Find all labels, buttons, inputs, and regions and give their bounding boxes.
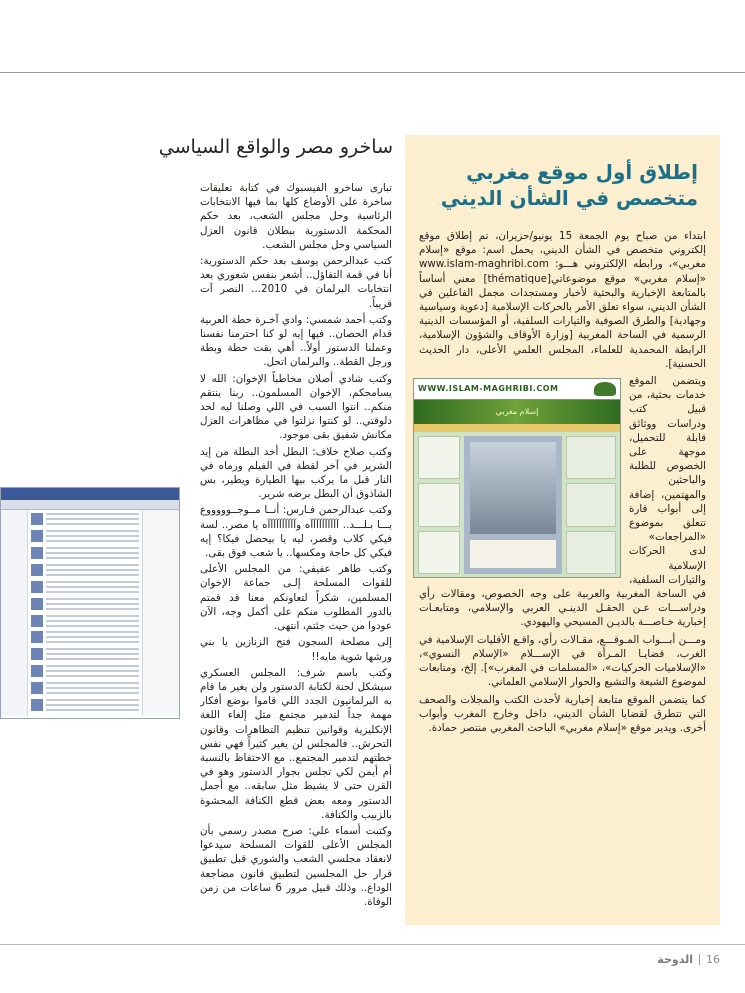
page-footer xyxy=(600,953,720,966)
website-screenshot xyxy=(413,378,621,578)
site-logo-icon xyxy=(594,382,616,396)
facebook-top-bar xyxy=(1,488,179,500)
facebook-layout xyxy=(1,510,179,716)
facebook-post xyxy=(31,547,139,561)
screenshot-caption xyxy=(470,540,556,568)
article-paragraph: وكتب شادي أصلان مخاطباً الإخوان: الله لا يسامحكم، الإخوان المسلمون.. ربنا ينتقم منكم.. انتوا السبب في اللي وصلنا ليه لحد دلوقتي.. لو كنتوا نزلتوا في مظاهرات العزل مكانش شفيق بقى موجود. xyxy=(200,372,392,442)
facebook-post xyxy=(31,648,139,662)
facebook-post xyxy=(31,615,139,629)
screenshot-url: WWW.ISLAM-MAGHRIBI.COM xyxy=(418,383,559,393)
site-url: www.islam-maghribi.com xyxy=(419,258,549,271)
facebook-post xyxy=(31,513,139,527)
sidebar-text: ابتداء من صباح يوم الجمعة 15 يونيو/حزيران، تم إطلاق موقع إلكتروني متخصص في الشأن الديني، يحمل اسم: موقع «إسلام مغربي»، ورابطه الإلكتروني هـــو: xyxy=(419,230,706,271)
sidebar-paragraph-1 xyxy=(419,229,706,371)
sidebar-paragraph-4: كما يتضمن الموقع متابعة إخبارية لأحدث الكتب والمجلات والصحف التي تتطرق لقضايا الشأن الديني، داخل وخارج المغرب وأبواب أخرى. ويدير موقع «إسلام مغربي» الباحث المغربي منتصر حمادة. xyxy=(419,693,706,734)
sidebar-paragraph-2: ويتضمن الموقع خدمات بحثية، من قبيل كتب ودراسات ووثائق قابلة للتحميل، موجهة على الخصوص للطلبة والباحثين والمهتمين، إضافة إلى أبواب قارة تتعلق بموضوع «المراجعات» لدى الحركات الإسلامية والتيارات السلفية، في الساحة المغربية والعربية على وجه الخصوص، ومقالات رأي ودراســـات عـن الحقـل الدينـي العربي والإسلامي، ومتابعـات إخبارية خـاصـــة بالديـن المسيحي واليهودي. xyxy=(419,375,706,629)
magazine-brand: الدوحة xyxy=(657,953,693,966)
sidebar-text: «إسلام مغربي» موقع موضوعاتي xyxy=(551,272,706,285)
article-paragraph: تبارى ساخرو الفيسبوك في كتابة تعليقات ساخرة على الأوضاع كلها بما فيها الانتخابات الرئاسية وحل مجلس الشعب، بعد حكم المحكمة الدستورية ببطلان قانون العزل السياسي وحل مجلس الشعب. xyxy=(200,182,392,251)
article-body xyxy=(200,181,392,921)
article-paragraph: إلى مصلحة السجون فتح الزنازين يا بني ورشها شوية مايه!! xyxy=(200,636,392,663)
facebook-post xyxy=(31,581,139,595)
article-paragraph: وكتب أحمد شمسي: وادي آخـرة حطة العربية قدام الحصان.. فيها إيه لو كنا احترمنا نفسنا وعملنا الدستور أولاً.. أهي بقت حطة وبطة ورجل القطة.. والبرلمان اتحل. xyxy=(200,313,392,369)
screenshot-photo xyxy=(470,442,556,534)
screenshot-header xyxy=(414,379,620,400)
article-paragraph: وكتب باسم شرف: المجلس العسكري سيشكل لجنة لكتابة الدستور ولن يغير ما قام به البرلمانيون الجدد اللي قاموا بوضع أفكار مهمة جداً لتدمير مجتمع مثل إلغاء اللغة الإنكليزية وقوانين تنظيم التظاهرات وقانون التحرش.. فالمجلس لن يغير كثيراً فهي نفس خطتهم لتدمير المجتمع.. مع الاحتفاظ بالنسبة أم أيمن لكي تجلس بجوار الدستور وهو في القرن حتى لا يشيط مثل سابقه.. مع أجمل الدستور ومعه بعض قطع الكنافة المحشوة بالزبيب والكنافة. xyxy=(200,666,392,821)
facebook-post xyxy=(31,598,139,612)
page-number: 16 xyxy=(706,953,720,966)
article-paragraph: وكتب صلاح خلاف: البطل أخد البطلة من إيد الشرير في آخر لقطة في الفيلم ورماه في النار قبل ما يركب بيها الطيارة ويطير، بس الشاذوق أن البطل برضه شرير. xyxy=(200,445,392,501)
article-paragraph: وكتبت أسماء علي: صرح مصدر رسمي بأن المجلس الأعلى للقوات المسلحة سيدعوا لانعقاد مجلسي الشعب والشوري قبل تطبيق قرار حل المجلسين لتطبيق قانون مضاجعة الوداع.. وذلك قبيل مرور 6 ساعات من زمن الوفاة. xyxy=(200,824,392,908)
facebook-post xyxy=(31,665,139,679)
thematique-term: [thématique] xyxy=(483,272,552,285)
facebook-left-column xyxy=(1,510,28,716)
screenshot-banner: إسلام مغربي xyxy=(414,400,620,424)
article-paragraph: كتب عبدالرحمن يوسف بعد حكم الدستورية: أنا في قمة التفاؤل.. أشعر بنفس شعوري بعد انتخابات البرلمان في 2010... النصر آت قريباً. xyxy=(200,255,392,310)
sidebar-box xyxy=(405,135,720,925)
article-title: ساخرو مصر والواقع السياسي xyxy=(158,136,393,158)
screenshot-body xyxy=(414,432,620,578)
bottom-rule xyxy=(0,944,745,945)
footer-divider xyxy=(699,954,700,965)
sidebar-body xyxy=(419,229,706,735)
facebook-screenshot xyxy=(0,487,180,719)
facebook-post xyxy=(31,699,139,713)
screenshot-left-column xyxy=(566,436,616,574)
sidebar-text: معني أساساً بالمتابعة الإخبارية والبحثية لأخبار ومستجدات مجمل الفاعلين في الشأن الديني، سواء تعلق الأمر بالحركات الإسلامية [دعوية وسياسية وجهادية] والطرق الصوفية والتيارات السلفية، أو المؤسسات الدينية الرسمية في الساحة المغربية [وزارة الأوقاف والشؤون الإسلامية، الرابطة المحمدية للعلماء، المجلس العلمي الأعلى، دار الحديث الحسنية]. xyxy=(419,272,706,370)
article-paragraph: وكتب طاهر عفيفي: من المجلس الأعلى للقوات المسلحة إلـى جماعة الإخوان المسلمين، شكراً لتعاونكم معنا قد قمتم بالدور المطلوب منكم على أكمل وجه، الآن عودوا من حيث جئتم، انتهى. xyxy=(200,563,392,633)
facebook-right-column xyxy=(142,510,179,716)
screenshot-right-column xyxy=(418,436,460,574)
facebook-post xyxy=(31,682,139,696)
facebook-post xyxy=(31,564,139,578)
article-paragraph: وكتب عبدالرحمن فـارس: أنــا مــوجــوووووع يـــا بـلـــد.. آآآآآآآآآآه وآآآآآآآآآآه يا مصر.. لسة فيكي كلاب وقصر، ليه يا بيحصل فيكا؟ إيه فيكي كل حاجة ومكسها.. يا شعب فوق بقى. xyxy=(200,504,392,560)
facebook-tab-bar xyxy=(1,500,179,510)
top-rule xyxy=(0,72,745,73)
facebook-post xyxy=(31,631,139,645)
sidebar-title: إطلاق أول موقع مغربي متخصص في الشأن الديني xyxy=(440,160,698,210)
facebook-feed xyxy=(28,510,142,716)
screenshot-nav xyxy=(414,424,620,432)
sidebar-paragraph-3: ومـــن أبـــواب المـوقـــع، مقـالات رأي، واقـع الأقليات الإسلامية في الغرب، قضايـا المـرأة في الإســـلام «الإسلام النسوي»، «الإسلاميات الحركيات»، «المسلمات في المغرب»]. إلخ، ومتابعات لموضوع الشيعة والتشيع والحوار الإسلامي العلماني. xyxy=(419,633,706,689)
screenshot-main-feature xyxy=(464,436,562,574)
facebook-post xyxy=(31,530,139,544)
